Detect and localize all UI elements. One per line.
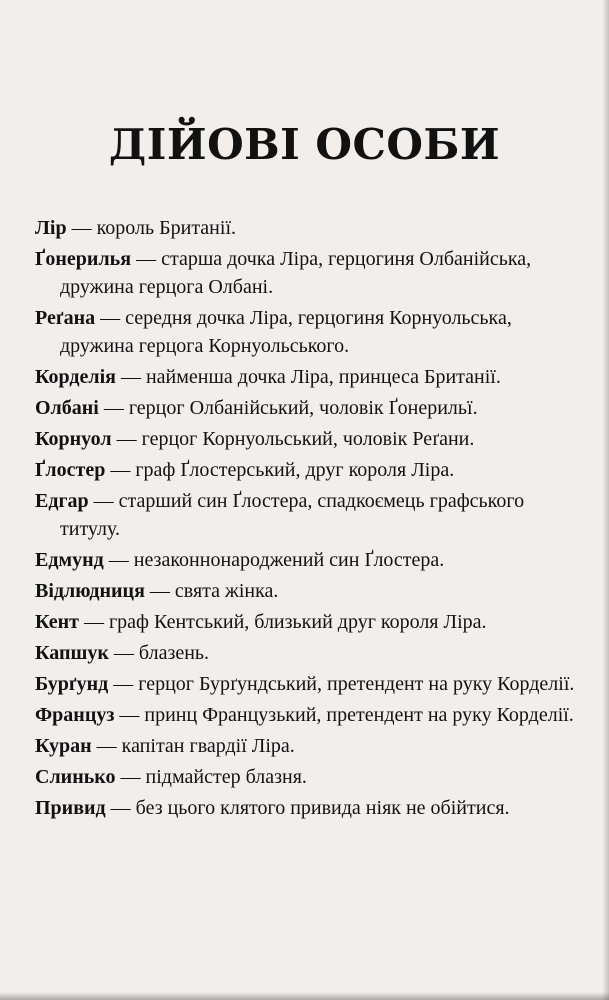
dash-separator: —: [111, 428, 142, 450]
character-name: Капшук: [35, 642, 109, 664]
character-description: підмайстер блазня.: [145, 766, 307, 788]
character-list: [35, 214, 587, 825]
dash-separator: —: [98, 397, 129, 419]
dash-separator: —: [91, 735, 122, 757]
character-description: герцог Корнуольський, чоловік Реґани.: [141, 428, 475, 450]
dash-separator: —: [105, 459, 136, 481]
character-name: Едмунд: [35, 549, 104, 571]
character-name: Куран: [35, 735, 92, 757]
character-entry: [35, 304, 587, 360]
character-description: свята жінка.: [174, 580, 279, 602]
character-name: Ґлостер: [35, 459, 106, 481]
character-description: найменша дочка Ліра, принцеса Британії.: [145, 366, 501, 388]
character-name: Едгар: [35, 490, 89, 512]
character-name: Француз: [35, 704, 115, 726]
character-description: граф Кентський, близький друг короля Ліра.: [108, 611, 487, 633]
dash-separator: —: [95, 307, 126, 329]
page-edge-shadow: [602, 0, 609, 1000]
dash-separator: —: [78, 611, 109, 633]
character-description: король Британії.: [96, 217, 236, 239]
dash-separator: —: [144, 580, 175, 602]
character-entry: [35, 608, 587, 636]
character-entry: [35, 546, 587, 574]
dash-separator: —: [131, 248, 162, 270]
character-entry: [35, 456, 587, 484]
page-title: ДІЙОВІ ОСОБИ: [108, 120, 501, 169]
character-description: середня дочка Ліра, герцогиня Корнуольська, дружина герцога Корнуольського.: [60, 307, 512, 357]
character-entry: [35, 670, 587, 698]
character-description: граф Ґлостерський, друг короля Ліра.: [135, 459, 455, 481]
dash-separator: —: [88, 490, 119, 512]
character-name: Бурґунд: [35, 673, 109, 695]
character-entry: [35, 794, 587, 822]
dash-separator: —: [115, 366, 146, 388]
character-entry: [35, 245, 587, 301]
character-name: Ґонерилья: [35, 248, 132, 270]
character-description: старша дочка Ліра, герцогиня Олбанійська, дружина герцога Олбані.: [60, 248, 532, 298]
character-name: Олбані: [35, 397, 99, 419]
character-description: герцог Олбанійський, чоловік Ґонерильї.: [128, 397, 478, 419]
character-name: Слинько: [35, 766, 116, 788]
character-description: блазень.: [138, 642, 210, 664]
character-entry: [35, 639, 587, 667]
character-name: Відлюдниця: [35, 580, 145, 602]
page-bottom-shadow: [0, 992, 609, 1000]
character-entry: [35, 732, 587, 760]
dash-separator: —: [105, 797, 136, 819]
character-entry: [35, 701, 587, 729]
dash-separator: —: [108, 673, 139, 695]
character-entry: [35, 577, 587, 605]
character-entry: [35, 763, 587, 791]
character-description: капітан гвардії Ліра.: [121, 735, 295, 757]
character-name: Реґана: [35, 307, 96, 329]
character-name: Привид: [35, 797, 106, 819]
character-entry: [35, 394, 587, 422]
dash-separator: —: [115, 766, 146, 788]
dash-separator: —: [108, 642, 139, 664]
character-description: принц Французький, претендент на руку Корделії.: [144, 704, 574, 726]
character-description: старший син Ґлостера, спадкоємець графського титулу.: [60, 490, 525, 540]
character-entry: [35, 487, 587, 543]
character-description: без цього клятого привида ніяк не обійтися.: [135, 797, 510, 819]
dash-separator: —: [66, 217, 97, 239]
character-entry: [35, 214, 587, 242]
character-entry: [35, 425, 587, 453]
character-description: незаконнонароджений син Ґлостера.: [133, 549, 445, 571]
dash-separator: —: [114, 704, 145, 726]
character-description: герцог Бурґундський, претендент на руку Корделії.: [138, 673, 575, 695]
character-entry: [35, 363, 587, 391]
character-name: Лір: [35, 217, 67, 239]
character-name: Корнуол: [35, 428, 112, 450]
character-name: Корделія: [35, 366, 116, 388]
character-name: Кент: [35, 611, 79, 633]
dash-separator: —: [103, 549, 134, 571]
